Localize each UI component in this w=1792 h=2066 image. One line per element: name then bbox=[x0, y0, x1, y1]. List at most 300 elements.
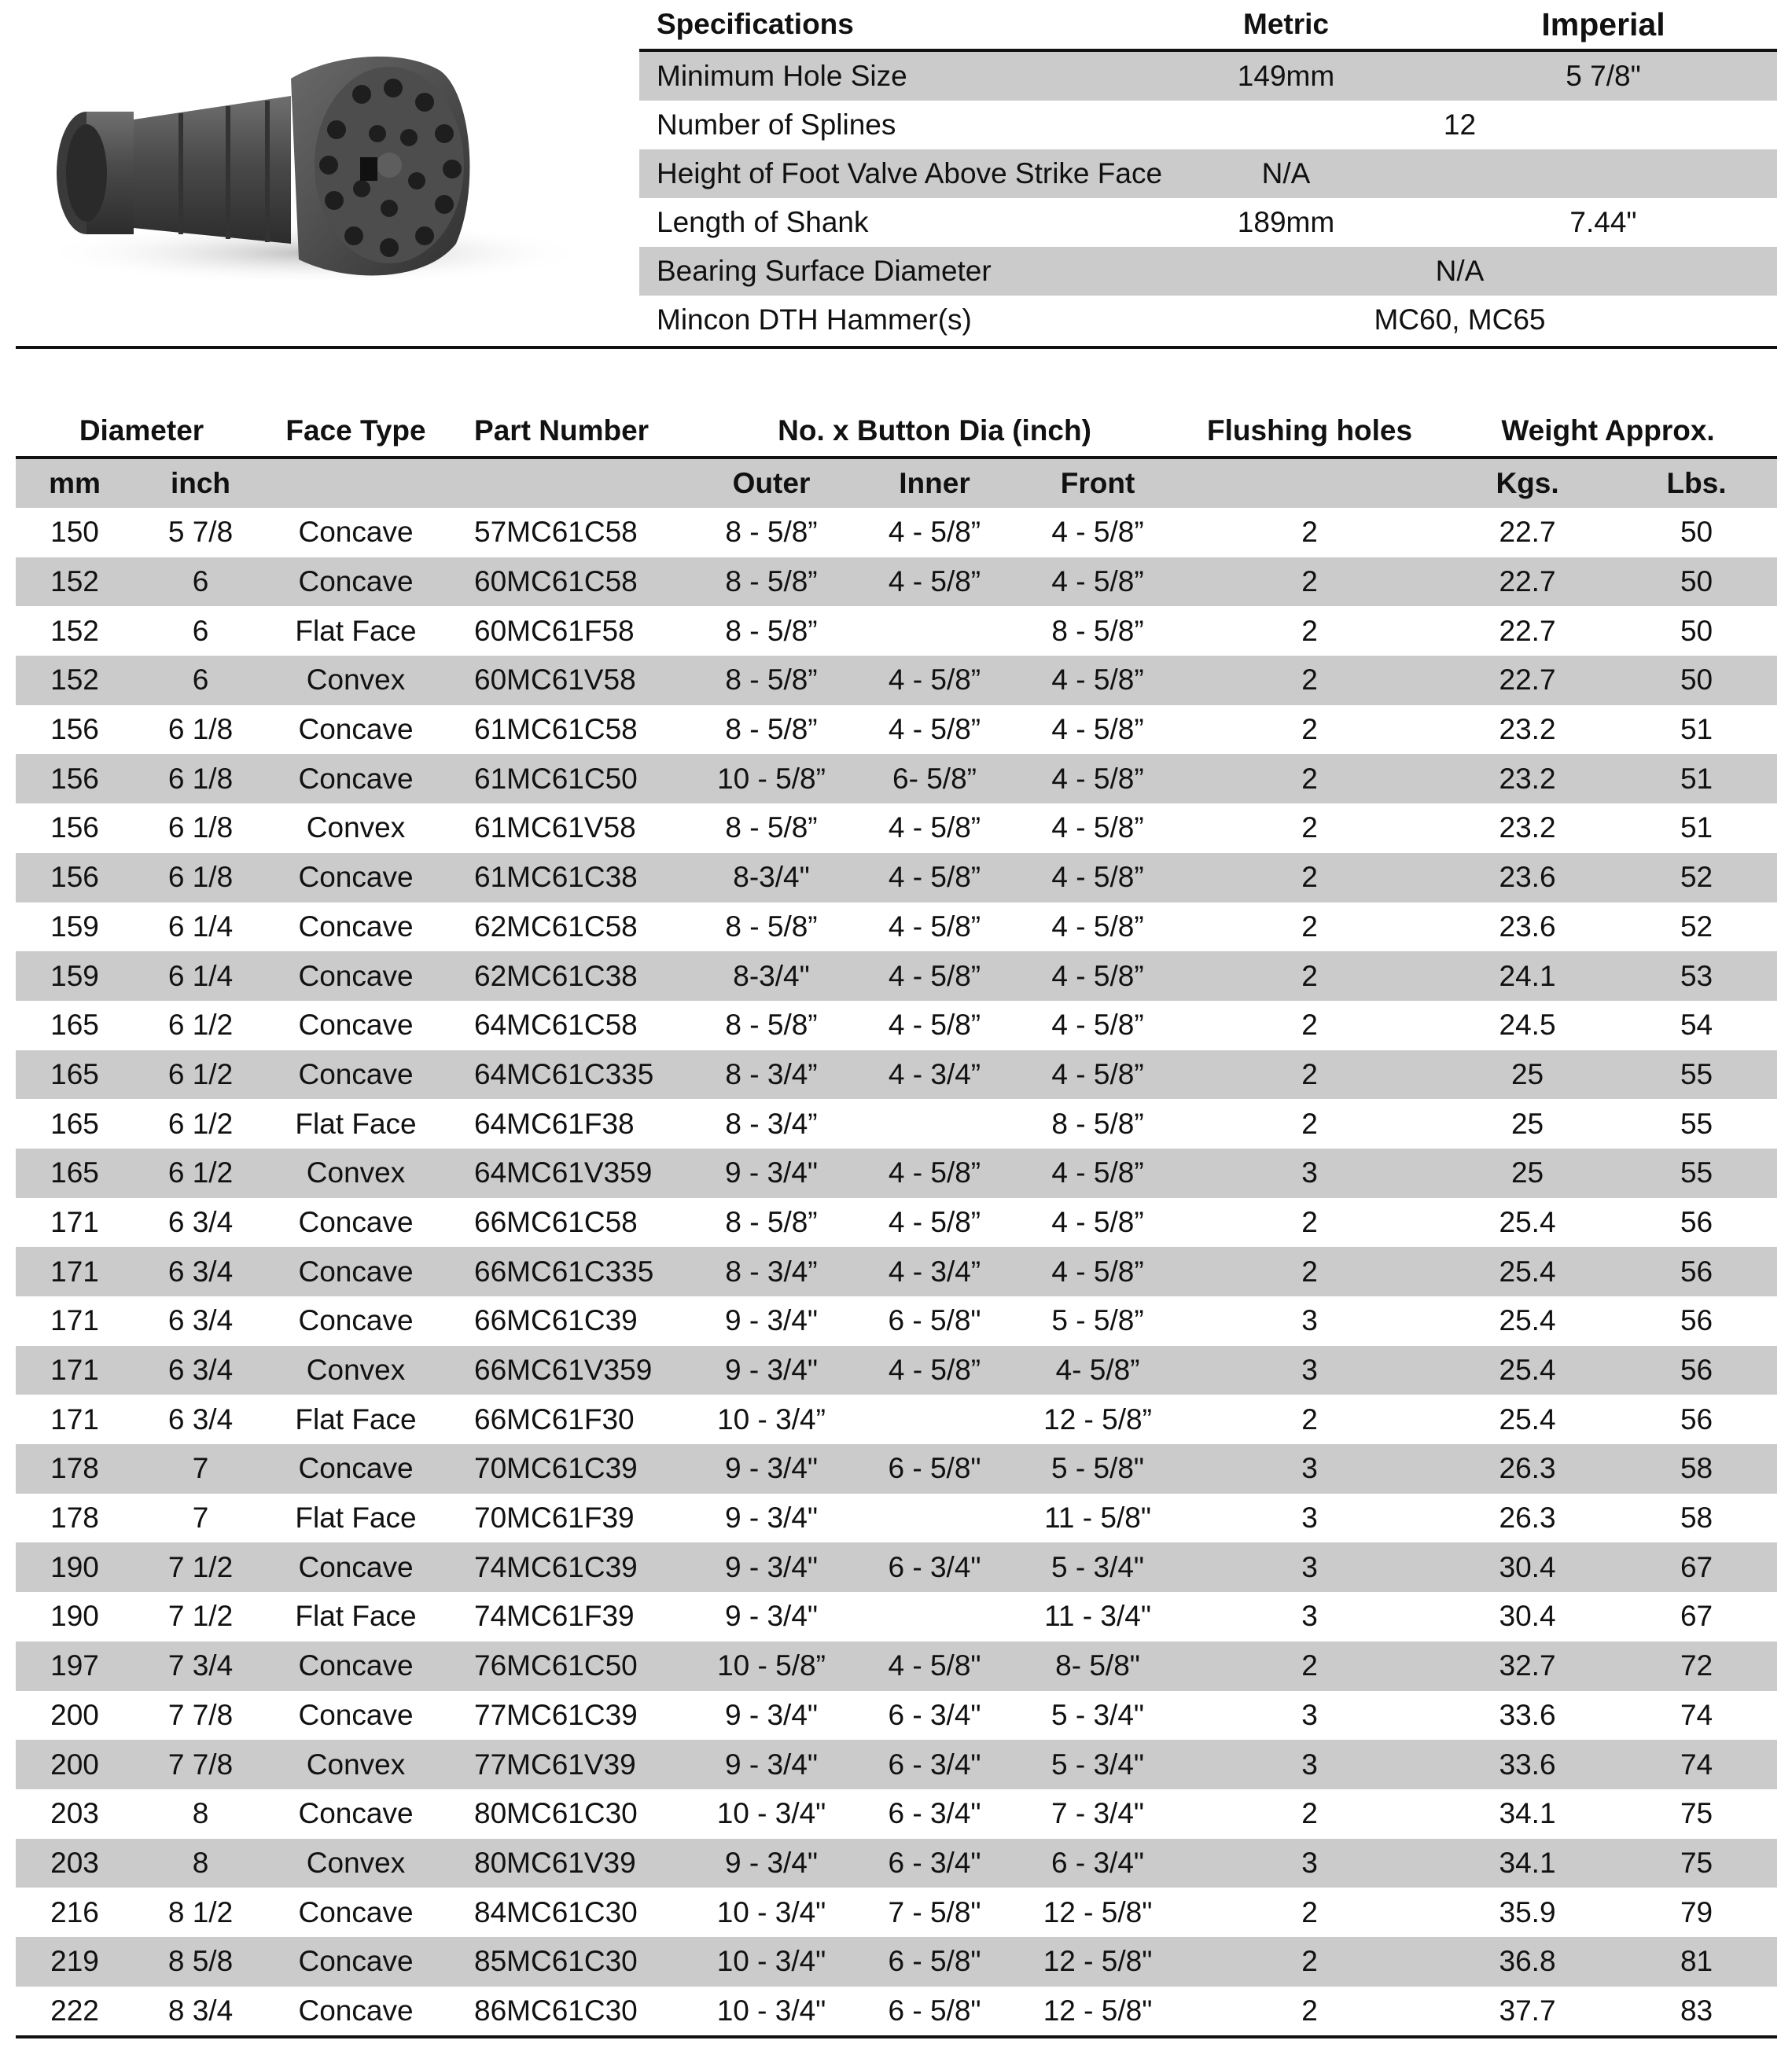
spec-row bbox=[639, 149, 1777, 198]
diameter-inch-cell: 8 bbox=[192, 1797, 209, 1830]
part-number-cell: 74MC61C39 bbox=[444, 1542, 689, 1592]
diameter-inch-cell: 8 5/8 bbox=[134, 1937, 267, 1987]
button-outer-cell: 9 - 3/4" bbox=[689, 1740, 854, 1789]
diameter-inch-cell: 7 1/2 bbox=[167, 1600, 234, 1633]
weight-kgs-cell: 25.4 bbox=[1439, 1247, 1616, 1296]
diameter-inch-cell: 8 1/2 bbox=[167, 1895, 234, 1928]
empty-subheader bbox=[1180, 458, 1439, 508]
weight-lbs-cell: 54 bbox=[1680, 1009, 1713, 1042]
button-inner-cell: 6 - 3/4" bbox=[854, 1740, 1015, 1789]
spec-imperial-value: 5 7/8" bbox=[1430, 50, 1777, 101]
button-front-cell: 4 - 5/8” bbox=[1051, 811, 1144, 844]
diameter-mm-cell: 200 bbox=[16, 1740, 134, 1789]
face-type-cell: Concave bbox=[267, 1542, 444, 1592]
diameter-inch-cell: 6 bbox=[134, 656, 267, 705]
button-front-cell: 12 - 5/8” bbox=[1043, 1402, 1152, 1436]
part-number-cell: 66MC61V359 bbox=[444, 1346, 689, 1395]
spec-metric-value: N/A bbox=[1143, 149, 1430, 198]
weight-lbs-cell: 50 bbox=[1680, 516, 1713, 549]
button-outer-cell: 8-3/4" bbox=[689, 853, 854, 902]
button-outer-cell: 8 - 5/8” bbox=[725, 516, 818, 549]
button-outer-cell: 10 - 3/4” bbox=[717, 1402, 826, 1436]
diameter-inch-cell: 6 1/4 bbox=[167, 910, 234, 943]
weight-lbs-cell: 51 bbox=[1680, 713, 1713, 746]
weight-lbs-cell: 74 bbox=[1616, 1740, 1777, 1789]
diameter-mm-cell: 178 bbox=[16, 1444, 134, 1494]
empty-subheader bbox=[444, 458, 689, 508]
button-front-cell: 4 - 5/8” bbox=[1051, 910, 1144, 943]
table-row bbox=[16, 1641, 1777, 1691]
part-number-cell: 64MC61C335 bbox=[444, 1050, 689, 1100]
weight-kgs-cell: 22.7 bbox=[1439, 656, 1616, 705]
part-number-cell: 84MC61C30 bbox=[474, 1895, 638, 1928]
diameter-inch-cell: 7 3/4 bbox=[134, 1641, 267, 1691]
button-outer-cell: 10 - 3/4" bbox=[689, 1937, 854, 1987]
face-type-cell: Concave bbox=[267, 1641, 444, 1691]
table-row bbox=[16, 1099, 1777, 1149]
button-inner-cell bbox=[854, 1592, 1015, 1641]
front-subheader: Front bbox=[1015, 458, 1180, 508]
flushing-holes-cell: 2 bbox=[1301, 1994, 1318, 2027]
diameter-inch-cell: 6 1/4 bbox=[134, 951, 267, 1001]
weight-kgs-cell: 35.9 bbox=[1499, 1895, 1556, 1928]
weight-kgs-cell: 23.6 bbox=[1439, 853, 1616, 902]
diameter-mm-cell: 216 bbox=[50, 1895, 99, 1928]
part-number-cell: 57MC61C58 bbox=[474, 516, 638, 549]
diameter-mm-cell: 156 bbox=[16, 853, 134, 902]
weight-kgs-cell: 30.4 bbox=[1439, 1542, 1616, 1592]
flushing-holes-cell: 2 bbox=[1301, 1205, 1318, 1238]
flushing-holes-cell: 2 bbox=[1301, 1895, 1318, 1928]
face-type-cell: Convex bbox=[267, 656, 444, 705]
weight-lbs-cell: 53 bbox=[1616, 951, 1777, 1001]
diameter-inch-cell: 7 7/8 bbox=[134, 1740, 267, 1789]
table-row bbox=[16, 557, 1777, 607]
table-body bbox=[16, 508, 1777, 2037]
face-type-cell: Concave bbox=[267, 1937, 444, 1987]
button-front-cell: 4 - 5/8” bbox=[1015, 951, 1180, 1001]
flushing-holes-cell: 2 bbox=[1301, 614, 1318, 647]
button-front-cell: 5 - 5/8" bbox=[1015, 1444, 1180, 1494]
spec-metric-value: 149mm bbox=[1143, 50, 1430, 101]
face-type-cell: Concave bbox=[267, 754, 444, 803]
button-front-cell: 5 - 5/8” bbox=[1051, 1304, 1144, 1337]
button-inner-cell: 6 - 3/4" bbox=[888, 1698, 981, 1731]
spec-value: 12 bbox=[1443, 108, 1477, 141]
button-outer-cell: 9 - 3/4" bbox=[689, 1346, 854, 1395]
button-outer-cell: 8 - 5/8” bbox=[725, 713, 818, 746]
flushing-holes-cell: 3 bbox=[1301, 1698, 1318, 1731]
table-row bbox=[16, 1542, 1777, 1592]
button-front-cell: 8 - 5/8” bbox=[1051, 1107, 1144, 1140]
diameter-inch-cell: 6 3/4 bbox=[167, 1402, 234, 1436]
part-number-cell: 64MC61C58 bbox=[474, 1009, 638, 1042]
weight-kgs-cell: 26.3 bbox=[1499, 1502, 1556, 1535]
part-number-cell: 62MC61C38 bbox=[444, 951, 689, 1001]
diameter-mm-cell: 178 bbox=[50, 1502, 99, 1535]
button-inner-cell: 4 - 5/8" bbox=[854, 1641, 1015, 1691]
weight-kgs-cell: 25 bbox=[1439, 1149, 1616, 1198]
table-row bbox=[16, 1937, 1777, 1987]
face-type-cell: Flat Face bbox=[295, 1600, 417, 1633]
button-front-cell: 4 - 5/8” bbox=[1015, 1247, 1180, 1296]
table-row bbox=[16, 705, 1777, 755]
button-outer-cell: 10 - 5/8” bbox=[689, 1641, 854, 1691]
button-inner-cell: 7 - 5/8" bbox=[888, 1895, 981, 1928]
weight-kgs-cell: 25.4 bbox=[1499, 1205, 1556, 1238]
button-front-cell: 12 - 5/8" bbox=[1043, 1895, 1153, 1928]
table-row bbox=[16, 1691, 1777, 1741]
button-inner-cell: 4 - 5/8” bbox=[854, 853, 1015, 902]
table-row bbox=[16, 951, 1777, 1001]
spec-value: MC60, MC65 bbox=[1374, 303, 1546, 336]
table-row bbox=[16, 1494, 1777, 1543]
button-outer-cell: 9 - 3/4" bbox=[725, 1600, 819, 1633]
part-number-cell: 66MC61F30 bbox=[474, 1402, 635, 1436]
part-number-cell: 61MC61V58 bbox=[474, 811, 636, 844]
button-front-cell: 4- 5/8” bbox=[1015, 1346, 1180, 1395]
spec-label: Height of Foot Valve Above Strike Face bbox=[639, 149, 1143, 198]
weight-kgs-cell: 26.3 bbox=[1439, 1444, 1616, 1494]
button-outer-cell: 10 - 3/4" bbox=[716, 1797, 826, 1830]
button-front-cell: 4 - 5/8” bbox=[1015, 656, 1180, 705]
table-row bbox=[16, 1987, 1777, 2038]
weight-kgs-cell: 32.7 bbox=[1439, 1641, 1616, 1691]
button-inner-cell bbox=[854, 1099, 1015, 1149]
flushing-holes-cell: 2 bbox=[1180, 1247, 1439, 1296]
flushing-holes-cell: 2 bbox=[1180, 853, 1439, 902]
face-type-cell: Flat Face bbox=[295, 1402, 417, 1436]
mm-subheader: mm bbox=[16, 458, 134, 508]
specifications-table bbox=[639, 0, 1777, 344]
weight-lbs-cell: 56 bbox=[1680, 1304, 1713, 1337]
spec-label: Bearing Surface Diameter bbox=[639, 247, 1143, 296]
weight-lbs-cell: 75 bbox=[1616, 1839, 1777, 1888]
weight-kgs-cell: 34.1 bbox=[1439, 1839, 1616, 1888]
button-front-cell: 5 - 3/4" bbox=[1015, 1740, 1180, 1789]
button-front-cell: 4 - 5/8” bbox=[1015, 1050, 1180, 1100]
flushing-holes-cell: 3 bbox=[1301, 1304, 1318, 1337]
flushing-holes-cell: 3 bbox=[1180, 1740, 1439, 1789]
diameter-mm-cell: 156 bbox=[16, 754, 134, 803]
face-type-cell: Concave bbox=[298, 1895, 414, 1928]
part-number-cell: 77MC61V39 bbox=[444, 1740, 689, 1789]
button-front-cell: 5 - 3/4" bbox=[1051, 1698, 1145, 1731]
diameter-mm-cell: 165 bbox=[16, 1050, 134, 1100]
table-row bbox=[16, 803, 1777, 853]
outer-subheader: Outer bbox=[689, 458, 854, 508]
button-front-cell: 12 - 5/8" bbox=[1043, 1994, 1153, 2027]
button-inner-cell: 4 - 3/4” bbox=[854, 1050, 1015, 1100]
part-number-cell: 77MC61C39 bbox=[474, 1698, 638, 1731]
weight-kgs-cell: 23.2 bbox=[1499, 811, 1556, 844]
face-type-cell: Convex bbox=[267, 1149, 444, 1198]
weight-kgs-cell: 22.7 bbox=[1499, 614, 1556, 647]
weight-kgs-cell: 30.4 bbox=[1499, 1600, 1556, 1633]
flushing-holes-cell: 2 bbox=[1301, 1009, 1318, 1042]
table-row bbox=[16, 1149, 1777, 1198]
spec-row bbox=[639, 247, 1777, 296]
weight-lbs-cell: 51 bbox=[1680, 811, 1713, 844]
diameter-inch-cell: 5 7/8 bbox=[167, 516, 234, 549]
diameter-inch-cell: 7 7/8 bbox=[167, 1698, 234, 1731]
kgs-subheader: Kgs. bbox=[1439, 458, 1616, 508]
diameter-mm-cell: 152 bbox=[16, 656, 134, 705]
weight-kgs-cell: 22.7 bbox=[1439, 557, 1616, 607]
table-row bbox=[16, 1740, 1777, 1789]
diameter-mm-cell: 171 bbox=[16, 1346, 134, 1395]
diameter-mm-cell: 165 bbox=[50, 1107, 99, 1140]
weight-lbs-cell: 58 bbox=[1680, 1502, 1713, 1535]
lbs-subheader: Lbs. bbox=[1616, 458, 1777, 508]
table-row bbox=[16, 656, 1777, 705]
flushing-holes-cell: 2 bbox=[1301, 1402, 1318, 1436]
diameter-mm-cell: 203 bbox=[50, 1797, 99, 1830]
table-subheader-row bbox=[16, 458, 1777, 508]
part-number-cell: 60MC61F58 bbox=[474, 614, 635, 647]
diameter-mm-cell: 219 bbox=[16, 1937, 134, 1987]
diameter-mm-cell: 165 bbox=[50, 1009, 99, 1042]
diameter-inch-cell: 6 1/8 bbox=[167, 713, 234, 746]
button-outer-cell: 10 - 3/4" bbox=[716, 1994, 826, 2027]
face-type-cell: Concave bbox=[267, 853, 444, 902]
face-type-header: Face Type bbox=[285, 414, 426, 447]
button-inner-cell: 4 - 5/8” bbox=[888, 1009, 981, 1042]
part-number-cell: 80MC61V39 bbox=[444, 1839, 689, 1888]
diameter-mm-cell: 171 bbox=[50, 1205, 99, 1238]
diameter-inch-cell: 8 bbox=[134, 1839, 267, 1888]
part-number-cell: 62MC61C58 bbox=[474, 910, 638, 943]
part-number-cell: 61MC61C50 bbox=[444, 754, 689, 803]
diameter-mm-cell: 156 bbox=[50, 811, 99, 844]
weight-kgs-cell: 23.2 bbox=[1439, 754, 1616, 803]
flushing-holes-cell: 2 bbox=[1180, 951, 1439, 1001]
flushing-holes-cell: 2 bbox=[1180, 1641, 1439, 1691]
part-number-cell: 70MC61F39 bbox=[474, 1502, 635, 1535]
table-row bbox=[16, 1001, 1777, 1050]
button-front-cell: 8- 5/8" bbox=[1015, 1641, 1180, 1691]
diameter-inch-cell: 6 3/4 bbox=[134, 1247, 267, 1296]
specifications-header bbox=[639, 0, 1777, 50]
button-front-cell: 4 - 5/8” bbox=[1015, 557, 1180, 607]
button-front-cell: 4 - 5/8” bbox=[1051, 1205, 1144, 1238]
spec-label: Mincon DTH Hammer(s) bbox=[657, 303, 972, 336]
part-number-cell: 66MC61C58 bbox=[474, 1205, 638, 1238]
table-row bbox=[16, 1247, 1777, 1296]
diameter-inch-cell: 6 1/8 bbox=[134, 754, 267, 803]
part-number-cell: 60MC61V58 bbox=[444, 656, 689, 705]
diameter-mm-cell: 159 bbox=[16, 951, 134, 1001]
face-type-cell: Concave bbox=[267, 1444, 444, 1494]
button-outer-cell: 8 - 3/4” bbox=[689, 1247, 854, 1296]
face-type-cell: Concave bbox=[298, 1304, 414, 1337]
button-inner-cell: 6 - 3/4" bbox=[854, 1542, 1015, 1592]
diameter-mm-cell: 152 bbox=[50, 614, 99, 647]
button-outer-cell: 8 - 5/8” bbox=[725, 1009, 818, 1042]
face-type-cell: Convex bbox=[267, 1740, 444, 1789]
section-divider bbox=[16, 346, 1777, 349]
weight-lbs-cell: 55 bbox=[1680, 1107, 1713, 1140]
diameter-inch-cell: 7 bbox=[192, 1502, 209, 1535]
table-row bbox=[16, 1888, 1777, 1937]
diameter-mm-cell: 200 bbox=[50, 1698, 99, 1731]
flushing-holes-cell: 3 bbox=[1180, 1149, 1439, 1198]
diameter-inch-cell: 6 1/2 bbox=[134, 1149, 267, 1198]
table-row bbox=[16, 508, 1777, 557]
diameter-mm-cell: 190 bbox=[16, 1542, 134, 1592]
diameter-inch-cell: 6 3/4 bbox=[134, 1346, 267, 1395]
diameter-inch-cell: 6 1/8 bbox=[134, 853, 267, 902]
button-outer-cell: 8 - 3/4” bbox=[725, 1107, 818, 1140]
part-number-cell: 74MC61F39 bbox=[474, 1600, 635, 1633]
face-type-cell: Concave bbox=[267, 1050, 444, 1100]
flushing-holes-cell: 2 bbox=[1180, 557, 1439, 607]
part-number-cell: 66MC61C335 bbox=[444, 1247, 689, 1296]
button-inner-cell: 4 - 5/8” bbox=[888, 910, 981, 943]
diameter-mm-cell: 156 bbox=[50, 713, 99, 746]
specifications-body bbox=[639, 50, 1777, 344]
button-inner-cell: 4 - 5/8” bbox=[854, 656, 1015, 705]
spec-imperial-value bbox=[1430, 149, 1777, 198]
button-outer-cell: 9 - 3/4" bbox=[725, 1304, 819, 1337]
button-inner-cell: 4 - 5/8” bbox=[888, 1205, 981, 1238]
part-number-cell: 66MC61C39 bbox=[474, 1304, 638, 1337]
specifications-title: Specifications bbox=[657, 8, 854, 40]
flushing-holes-cell: 2 bbox=[1180, 1050, 1439, 1100]
table-row bbox=[16, 1395, 1777, 1444]
face-type-cell: Concave bbox=[298, 1205, 414, 1238]
weight-lbs-cell: 52 bbox=[1680, 910, 1713, 943]
table-row bbox=[16, 1198, 1777, 1248]
diameter-mm-cell: 159 bbox=[50, 910, 99, 943]
button-outer-cell: 9 - 3/4" bbox=[725, 1698, 819, 1731]
button-outer-cell: 8 - 5/8” bbox=[725, 910, 818, 943]
part-number-cell: 61MC61C38 bbox=[444, 853, 689, 902]
weight-lbs-cell: 56 bbox=[1616, 1247, 1777, 1296]
button-inner-cell: 6 - 5/8" bbox=[854, 1444, 1015, 1494]
table-row bbox=[16, 1296, 1777, 1346]
weight-kgs-cell: 23.6 bbox=[1499, 910, 1556, 943]
diameter-inch-cell: 6 1/2 bbox=[167, 1107, 234, 1140]
flushing-holes-cell: 3 bbox=[1180, 1542, 1439, 1592]
table-row bbox=[16, 754, 1777, 803]
button-outer-cell: 8 - 5/8” bbox=[689, 557, 854, 607]
button-inner-cell: 4 - 5/8” bbox=[854, 1346, 1015, 1395]
button-outer-cell: 9 - 3/4" bbox=[689, 1839, 854, 1888]
flushing-holes-cell: 3 bbox=[1180, 1346, 1439, 1395]
weight-kgs-cell: 22.7 bbox=[1499, 516, 1556, 549]
spec-metric-value: 189mm bbox=[1237, 206, 1335, 238]
weight-kgs-cell: 25.4 bbox=[1499, 1304, 1556, 1337]
button-outer-cell: 8 - 5/8” bbox=[725, 614, 818, 647]
diameter-header: Diameter bbox=[79, 414, 204, 447]
weight-lbs-cell: 56 bbox=[1680, 1205, 1713, 1238]
table-row bbox=[16, 1592, 1777, 1641]
flushing-holes-cell: 2 bbox=[1180, 754, 1439, 803]
part-number-cell: 61MC61C58 bbox=[474, 713, 638, 746]
spec-value: N/A bbox=[1143, 247, 1777, 296]
face-type-cell: Concave bbox=[298, 516, 414, 549]
button-front-cell: 4 - 5/8” bbox=[1051, 1009, 1144, 1042]
face-type-cell: Flat Face bbox=[295, 1107, 417, 1140]
face-type-cell: Concave bbox=[267, 951, 444, 1001]
weight-header: Weight Approx. bbox=[1501, 414, 1715, 447]
diameter-mm-cell: 190 bbox=[50, 1600, 99, 1633]
button-front-cell: 11 - 5/8" bbox=[1044, 1502, 1151, 1535]
diameter-mm-cell: 152 bbox=[16, 557, 134, 607]
weight-lbs-cell: 55 bbox=[1616, 1050, 1777, 1100]
weight-lbs-cell: 83 bbox=[1680, 1994, 1713, 2027]
button-front-cell: 5 - 3/4" bbox=[1015, 1542, 1180, 1592]
diameter-inch-cell: 6 1/2 bbox=[167, 1009, 234, 1042]
diameter-inch-cell: 8 3/4 bbox=[167, 1994, 234, 2027]
flushing-holes-cell: 2 bbox=[1180, 656, 1439, 705]
button-inner-cell: 6 - 3/4" bbox=[888, 1797, 981, 1830]
diameter-inch-cell: 6 1/2 bbox=[134, 1050, 267, 1100]
button-front-cell: 12 - 5/8" bbox=[1015, 1937, 1180, 1987]
part-number-cell: 70MC61C39 bbox=[444, 1444, 689, 1494]
metric-header: Metric bbox=[1243, 8, 1329, 40]
flushing-holes-header: Flushing holes bbox=[1207, 414, 1413, 447]
flushing-holes-cell: 2 bbox=[1301, 516, 1318, 549]
table-row bbox=[16, 1789, 1777, 1839]
table-row bbox=[16, 853, 1777, 902]
face-type-cell: Concave bbox=[267, 1247, 444, 1296]
weight-lbs-cell: 50 bbox=[1616, 557, 1777, 607]
spec-row bbox=[639, 198, 1777, 247]
weight-kgs-cell: 24.1 bbox=[1439, 951, 1616, 1001]
face-type-cell: Flat Face bbox=[295, 614, 417, 647]
weight-kgs-cell: 25 bbox=[1439, 1050, 1616, 1100]
face-type-cell: Convex bbox=[267, 1839, 444, 1888]
diameter-inch-cell: 6 bbox=[134, 557, 267, 607]
diameter-mm-cell: 171 bbox=[50, 1304, 99, 1337]
button-outer-cell: 9 - 3/4" bbox=[689, 1542, 854, 1592]
part-number-header: Part Number bbox=[474, 414, 649, 447]
button-inner-cell: 6- 5/8” bbox=[854, 754, 1015, 803]
button-outer-cell: 8 - 3/4” bbox=[689, 1050, 854, 1100]
diameter-mm-cell: 150 bbox=[50, 516, 99, 549]
spec-label: Minimum Hole Size bbox=[639, 50, 1143, 101]
button-inner-cell bbox=[854, 606, 1015, 656]
face-type-cell: Concave bbox=[298, 1797, 414, 1830]
button-inner-cell: 4 - 5/8” bbox=[854, 557, 1015, 607]
face-type-cell: Concave bbox=[267, 557, 444, 607]
weight-lbs-cell: 56 bbox=[1616, 1346, 1777, 1395]
button-front-cell: 8 - 5/8” bbox=[1051, 614, 1144, 647]
button-outer-cell: 9 - 3/4" bbox=[689, 1149, 854, 1198]
button-front-cell: 4 - 5/8” bbox=[1015, 754, 1180, 803]
imperial-header: Imperial bbox=[1541, 6, 1665, 42]
flushing-holes-cell: 2 bbox=[1180, 1937, 1439, 1987]
button-outer-cell: 9 - 3/4" bbox=[689, 1444, 854, 1494]
table-row bbox=[16, 1050, 1777, 1100]
button-dia-header: No. x Button Dia (inch) bbox=[778, 414, 1091, 447]
weight-lbs-cell: 58 bbox=[1616, 1444, 1777, 1494]
weight-kgs-cell: 34.1 bbox=[1499, 1797, 1556, 1830]
weight-lbs-cell: 74 bbox=[1680, 1698, 1713, 1731]
button-inner-cell: 6 - 5/8" bbox=[888, 1994, 981, 2027]
weight-lbs-cell: 72 bbox=[1616, 1641, 1777, 1691]
weight-kgs-cell: 36.8 bbox=[1439, 1937, 1616, 1987]
button-outer-cell: 8-3/4" bbox=[689, 951, 854, 1001]
inner-subheader: Inner bbox=[854, 458, 1015, 508]
button-outer-cell: 8 - 5/8” bbox=[725, 1205, 818, 1238]
empty-subheader bbox=[267, 458, 444, 508]
spec-imperial-value: 7.44" bbox=[1569, 206, 1637, 238]
weight-kgs-cell: 23.2 bbox=[1499, 713, 1556, 746]
button-inner-cell bbox=[854, 1395, 1015, 1444]
